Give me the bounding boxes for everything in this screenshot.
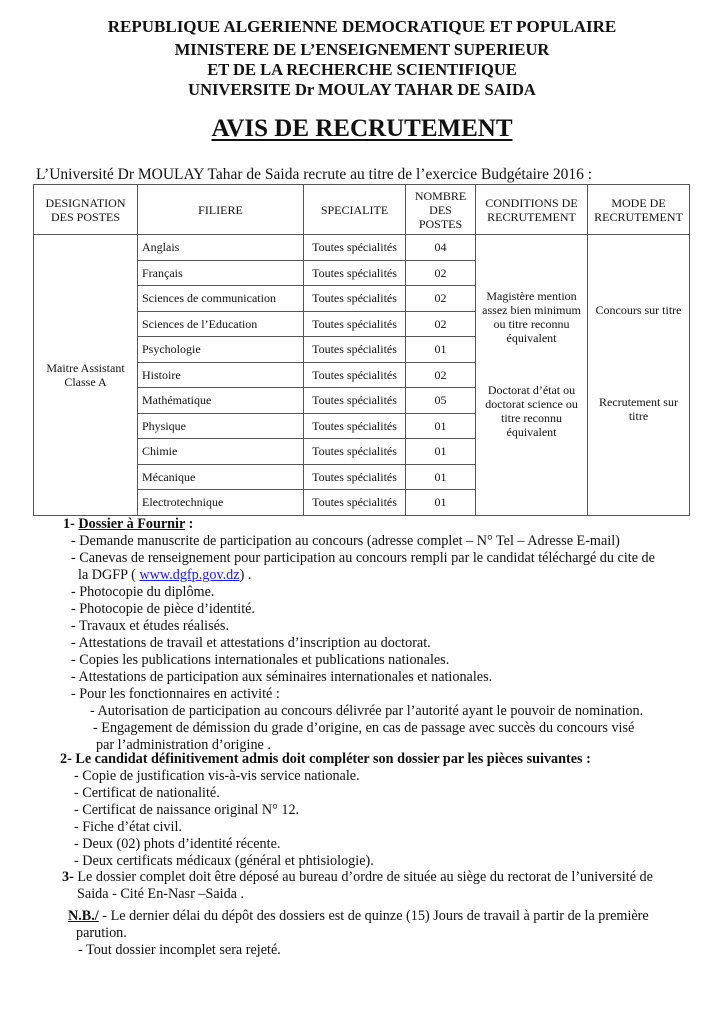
list-item-continuation	[78, 567, 251, 584]
nb-line1	[68, 908, 649, 925]
nb-line3: - Tout dossier incomplet sera rejeté.	[78, 942, 281, 958]
header-republic: REPUBLIQUE ALGERIENNE DEMOCRATIQUE ET POPULAIRE	[107, 17, 617, 36]
condition-doctorat: Doctorat d’état ou doctorat science ou titre reconnu équivalent	[485, 383, 578, 439]
header-ministry: MINISTERE DE L’ENSEIGNEMENT SUPERIEUR	[174, 40, 550, 59]
nombre-cell: 02	[406, 311, 476, 337]
dgfp-suffix: ) .	[239, 567, 252, 583]
section2-heading: 2- Le candidat définitivement admis doit compléter son dossier par les pièces suivantes :	[60, 751, 591, 767]
list-item: - Photocopie de pièce d’identité.	[71, 601, 255, 617]
list-item: - Fiche d’état civil.	[74, 819, 182, 835]
nombre-cell: 05	[406, 388, 476, 414]
header-ministry-research: ET DE LA RECHERCHE SCIENTIFIQUE	[207, 60, 517, 79]
section3-number: 3-	[62, 869, 74, 885]
specialite-cell: Toutes spécialités	[304, 235, 406, 261]
page-title-text: AVIS DE RECRUTEMENT	[211, 115, 513, 142]
conditions-cell	[476, 235, 588, 516]
list-item: - Certificat de nationalité.	[74, 785, 220, 801]
list-item: - Travaux et études réalisés.	[71, 618, 229, 634]
filiere-cell: Psychologie	[138, 337, 304, 363]
nombre-cell: 02	[406, 362, 476, 388]
sub-list-item-continuation: par l’administration d’origine .	[96, 737, 271, 753]
list-item: - Attestations de travail et attestations d’inscription au doctorat.	[71, 635, 431, 651]
specialite-cell: Toutes spécialités	[304, 337, 406, 363]
col-header-conditions: CONDITIONS DE RECRUTEMENT	[476, 185, 588, 235]
nombre-cell: 01	[406, 490, 476, 516]
filiere-cell: Sciences de l’Education	[138, 311, 304, 337]
list-item: - Attestations de participation aux séminaires internationales et nationales.	[71, 669, 493, 685]
nombre-cell: 01	[406, 464, 476, 490]
table-row	[34, 235, 690, 261]
specialite-cell: Toutes spécialités	[304, 413, 406, 439]
filiere-cell: Electrotechnique	[138, 490, 304, 516]
section1-colon: :	[185, 516, 194, 532]
filiere-cell: Sciences de communication	[138, 286, 304, 312]
nb-text: - Le dernier délai du dépôt des dossiers est de quinze (15) Jours de travail à partir de la première	[98, 908, 649, 924]
col-header-designation: DESIGNATION DES POSTES	[34, 185, 138, 235]
filiere-cell: Histoire	[138, 362, 304, 388]
nombre-cell: 02	[406, 260, 476, 286]
filiere-cell: Mécanique	[138, 464, 304, 490]
list-item: - Canevas de renseignement pour participation au concours rempli par le candidat téléchargé du cite de	[71, 550, 655, 566]
table-header-row	[34, 185, 690, 235]
intro-text: L’Université Dr MOULAY Tahar de Saida recrute au titre de l’exercice Budgétaire 2016 :	[36, 166, 593, 183]
recruitment-table	[33, 184, 690, 516]
specialite-cell: Toutes spécialités	[304, 464, 406, 490]
specialite-cell: Toutes spécialités	[304, 362, 406, 388]
nombre-cell: 01	[406, 337, 476, 363]
section3-line2: Saida - Cité En-Nasr –Saida .	[77, 886, 245, 902]
filiere-cell: Français	[138, 260, 304, 286]
specialite-cell: Toutes spécialités	[304, 439, 406, 465]
col-header-specialite: SPECIALITE	[304, 185, 406, 235]
section3-line1	[62, 869, 653, 886]
sub-list-item: - Autorisation de participation au concours délivrée par l’autorité ayant le pouvoir de nomination.	[90, 703, 644, 719]
nb-line2: parution.	[76, 925, 127, 941]
sub-list-item: - Engagement de démission du grade d’origine, en cas de passage avec succès du concours visé	[93, 720, 635, 736]
list-item: - Photocopie du diplôme.	[71, 584, 215, 600]
nb-label: N.B./	[68, 908, 99, 924]
mode-recrutement: Recrutement sur titre	[599, 395, 678, 423]
section3-text: Le dossier complet doit être déposé au bureau d’ordre de située au siège du rectorat de l’université de	[73, 869, 653, 885]
col-header-mode: MODE DE RECRUTEMENT	[588, 185, 690, 235]
nombre-cell: 04	[406, 235, 476, 261]
list-item: - Copie de justification vis-à-vis service nationale.	[74, 768, 360, 784]
col-header-nombre: NOMBRE DES POSTES	[406, 185, 476, 235]
specialite-cell: Toutes spécialités	[304, 260, 406, 286]
section1-heading	[63, 516, 193, 533]
section1-number: 1-	[63, 516, 79, 532]
specialite-cell: Toutes spécialités	[304, 388, 406, 414]
dgfp-prefix: la DGFP (	[78, 567, 140, 583]
nombre-cell: 02	[406, 286, 476, 312]
designation-cell: Maitre Assistant Classe A	[34, 235, 138, 516]
list-item: - Deux (02) phots d’identité récente.	[74, 836, 281, 852]
specialite-cell: Toutes spécialités	[304, 490, 406, 516]
col-header-filiere: FILIERE	[138, 185, 304, 235]
filiere-cell: Anglais	[138, 235, 304, 261]
specialite-cell: Toutes spécialités	[304, 311, 406, 337]
filiere-cell: Physique	[138, 413, 304, 439]
nombre-cell: 01	[406, 439, 476, 465]
page-title	[0, 114, 724, 144]
list-item: - Deux certificats médicaux (général et phtisiologie).	[74, 853, 374, 869]
list-item: - Demande manuscrite de participation au concours (adresse complet – N° Tel – Adresse E-mail)	[71, 533, 620, 549]
condition-magistere: Magistère mention assez bien minimum ou titre reconnu équivalent	[482, 289, 581, 345]
nombre-cell: 01	[406, 413, 476, 439]
list-item: - Certificat de naissance original N° 12.	[74, 802, 300, 818]
dgfp-link[interactable]: www.dgfp.gov.dz	[139, 567, 240, 583]
mode-cell	[588, 235, 690, 516]
header-university: UNIVERSITE Dr MOULAY TAHAR DE SAIDA	[188, 80, 536, 99]
list-item: - Pour les fonctionnaires en activité :	[71, 686, 280, 702]
list-item: - Copies les publications internationales et publications nationales.	[71, 652, 450, 668]
filiere-cell: Chimie	[138, 439, 304, 465]
mode-concours: Concours sur titre	[595, 303, 682, 317]
filiere-cell: Mathématique	[138, 388, 304, 414]
section1-title: Dossier à Fournir	[78, 516, 186, 532]
specialite-cell: Toutes spécialités	[304, 286, 406, 312]
